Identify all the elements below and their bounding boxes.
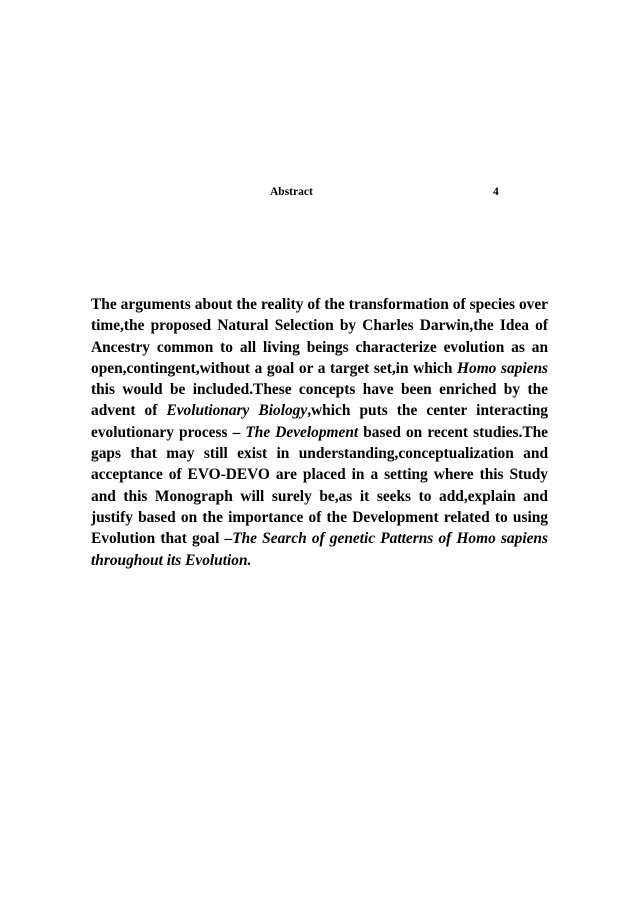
page-number: 4 [493,186,499,198]
abstract-text-segment: based on recent studies.The gaps that may still exist in understanding,conceptualization and acceptance of EVO-DEVO are placed in a setting where this Study and this Monograph will surely be,as it seeks to add,explain and justify based on the importance of the Development related to using Evolution that goal – [91,423,548,548]
abstract-text-segment: The arguments about the reality of the transformation of species over time,the proposed Natural Selection by Charles Darwin,the Idea of Ancestry common to all living beings characterize evolution as an open,contingent,without a goal or a target set,in which [91,296,548,377]
abstract-italic-term: Homo sapiens [457,359,549,377]
abstract-italic-term: The Development [245,423,359,441]
abstract-text-segment: ,which puts the center interacting evolutionary process – [91,402,548,441]
section-title: Abstract [270,186,313,198]
abstract-text-segment: this would be included.These concepts have been enriched by the advent of [91,381,548,420]
page-header [0,186,638,206]
abstract-paragraph [91,294,548,571]
abstract-italic-term: The Search of genetic Patterns of Homo sapiens throughout its Evolution. [91,530,548,569]
abstract-italic-term: Evolutionary Biology [166,402,308,420]
